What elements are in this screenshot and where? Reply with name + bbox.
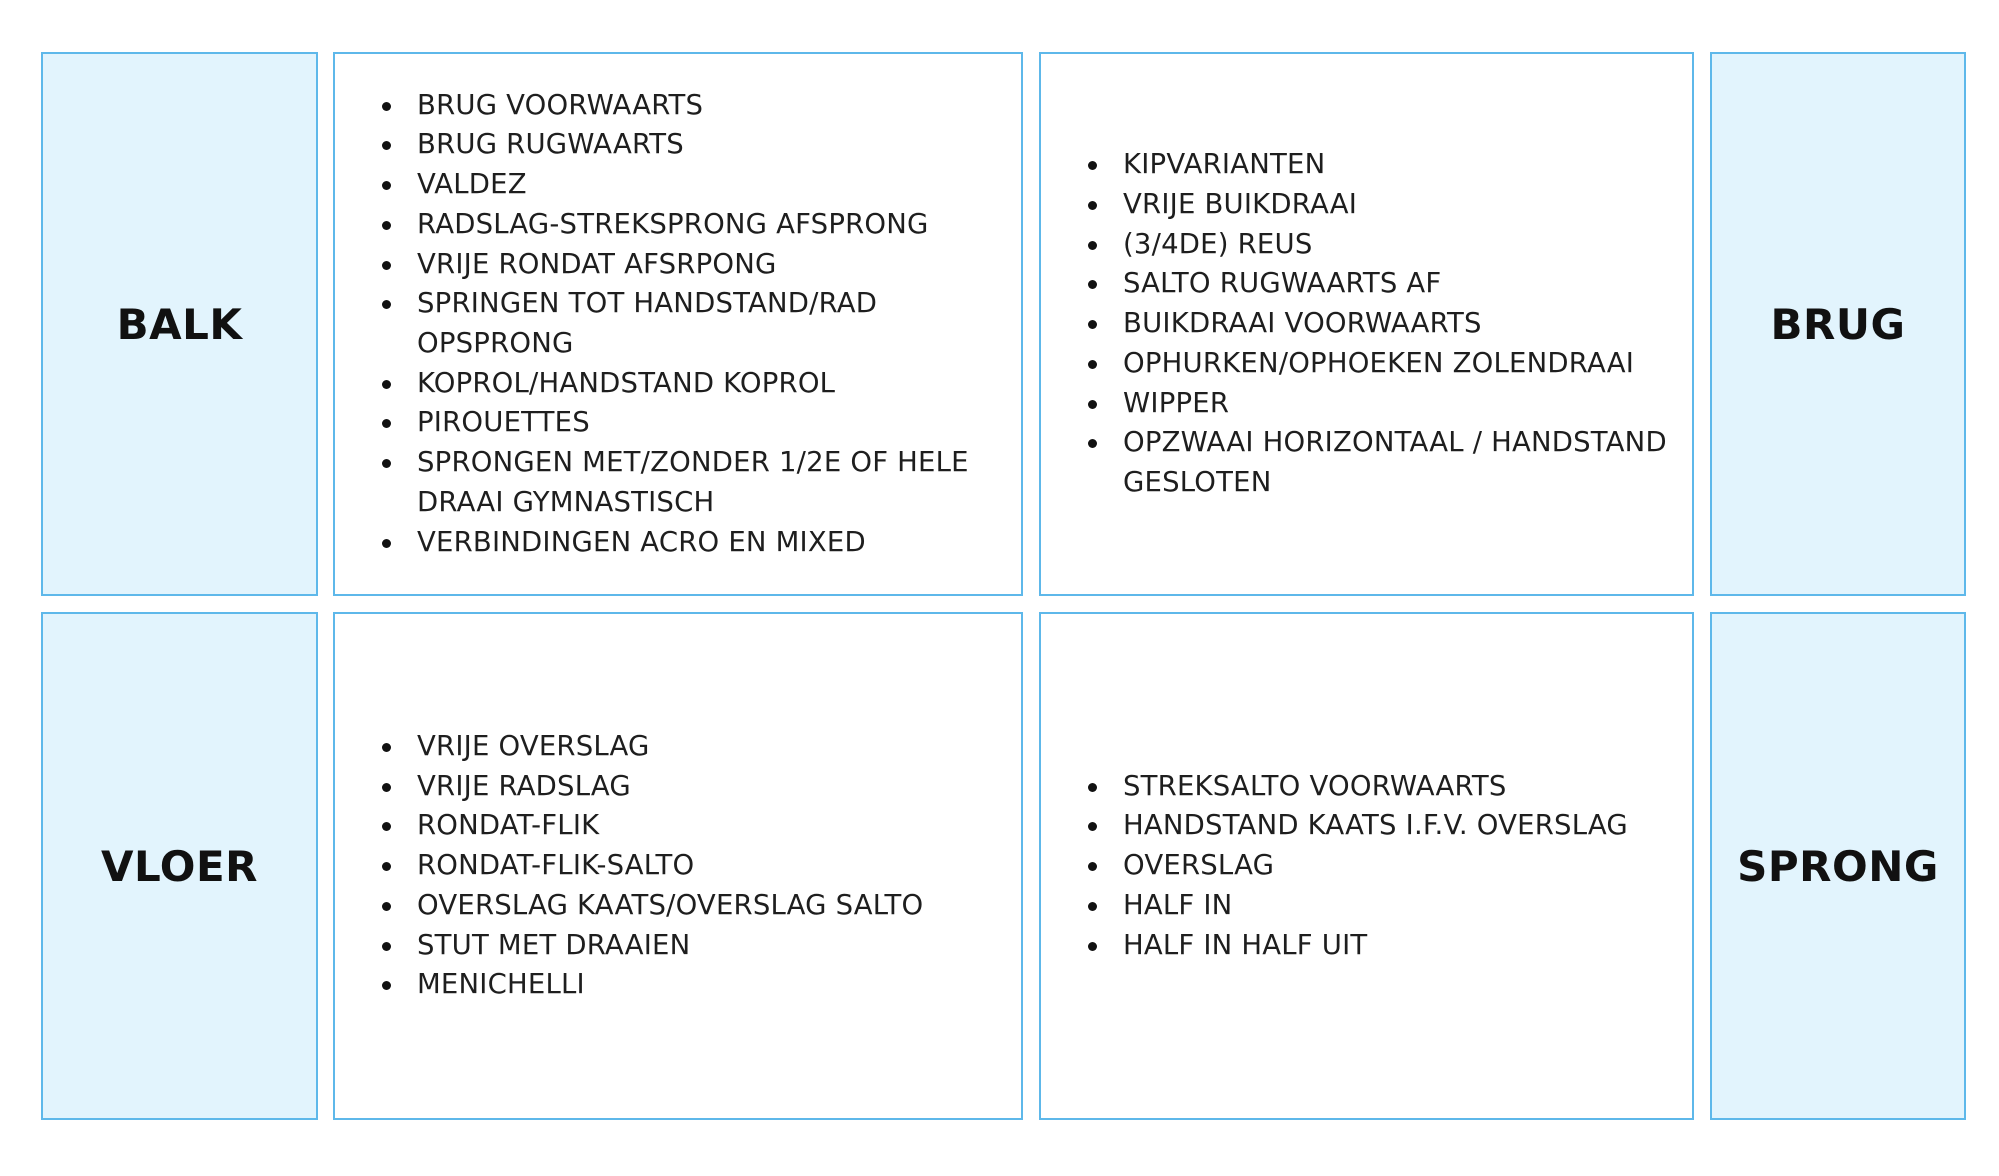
balk-label-box	[41, 52, 318, 596]
skill-list-item: WIPPER	[1041, 384, 1692, 424]
skill-list-item: VRIJE RADSLAG	[335, 767, 1021, 807]
balk-label: BALK	[116, 299, 243, 349]
skill-list-item: MENICHELLI	[335, 965, 1021, 1005]
skill-list-item: RONDAT-FLIK-SALTO	[335, 846, 1021, 886]
skill-list-item: STUT MET DRAAIEN	[335, 926, 1021, 966]
balk-skills-list	[335, 86, 1021, 562]
skill-list-item: HALF IN	[1041, 886, 1692, 926]
skill-list-item: KOPROL/HANDSTAND KOPROL	[335, 364, 1021, 404]
vloer-skills-box	[333, 612, 1023, 1120]
skill-list-item: (3/4DE) REUS	[1041, 225, 1692, 265]
skill-list-item: SALTO RUGWAARTS AF	[1041, 264, 1692, 304]
brug-skills-list	[1041, 145, 1692, 502]
sprong-label: SPRONG	[1737, 841, 1939, 891]
skill-list-item: VRIJE RONDAT AFSRPONG	[335, 245, 1021, 285]
skill-list-item: OPZWAAI HORIZONTAAL / HANDSTAND GESLOTEN	[1041, 423, 1692, 502]
skill-list-item: HALF IN HALF UIT	[1041, 926, 1692, 966]
vloer-label-box	[41, 612, 318, 1120]
skill-list-item: HANDSTAND KAATS I.F.V. OVERSLAG	[1041, 806, 1692, 846]
skill-list-item: STREKSALTO VOORWAARTS	[1041, 767, 1692, 807]
vloer-label: VLOER	[100, 841, 258, 891]
skill-list-item: BUIKDRAAI VOORWAARTS	[1041, 304, 1692, 344]
skill-list-item: RADSLAG-STREKSPRONG AFSPRONG	[335, 205, 1021, 245]
skill-list-item: SPRINGEN TOT HANDSTAND/RAD OPSPRONG	[335, 284, 1021, 363]
brug-label-box	[1710, 52, 1966, 596]
skill-list-item: OVERSLAG	[1041, 846, 1692, 886]
skill-list-item: VRIJE BUIKDRAAI	[1041, 185, 1692, 225]
balk-skills-box	[333, 52, 1023, 596]
skill-list-item: VRIJE OVERSLAG	[335, 727, 1021, 767]
skill-list-item: KIPVARIANTEN	[1041, 145, 1692, 185]
skill-list-item: PIROUETTES	[335, 403, 1021, 443]
skill-list-item: BRUG VOORWAARTS	[335, 86, 1021, 126]
skill-list-item: VERBINDINGEN ACRO EN MIXED	[335, 523, 1021, 563]
skill-list-item: BRUG RUGWAARTS	[335, 125, 1021, 165]
skill-list-item: OVERSLAG KAATS/OVERSLAG SALTO	[335, 886, 1021, 926]
sprong-skills-box	[1039, 612, 1694, 1120]
skill-list-item: VALDEZ	[335, 165, 1021, 205]
sprong-label-box	[1710, 612, 1966, 1120]
brug-skills-box	[1039, 52, 1694, 596]
sprong-skills-list	[1041, 767, 1692, 966]
skill-list-item: SPRONGEN MET/ZONDER 1/2E OF HELE DRAAI GYMNASTISCH	[335, 443, 1021, 522]
skill-list-item: RONDAT-FLIK	[335, 806, 1021, 846]
vloer-skills-list	[335, 727, 1021, 1005]
skill-list-item: OPHURKEN/OPHOEKEN ZOLENDRAAI	[1041, 344, 1692, 384]
brug-label: BRUG	[1770, 299, 1906, 349]
